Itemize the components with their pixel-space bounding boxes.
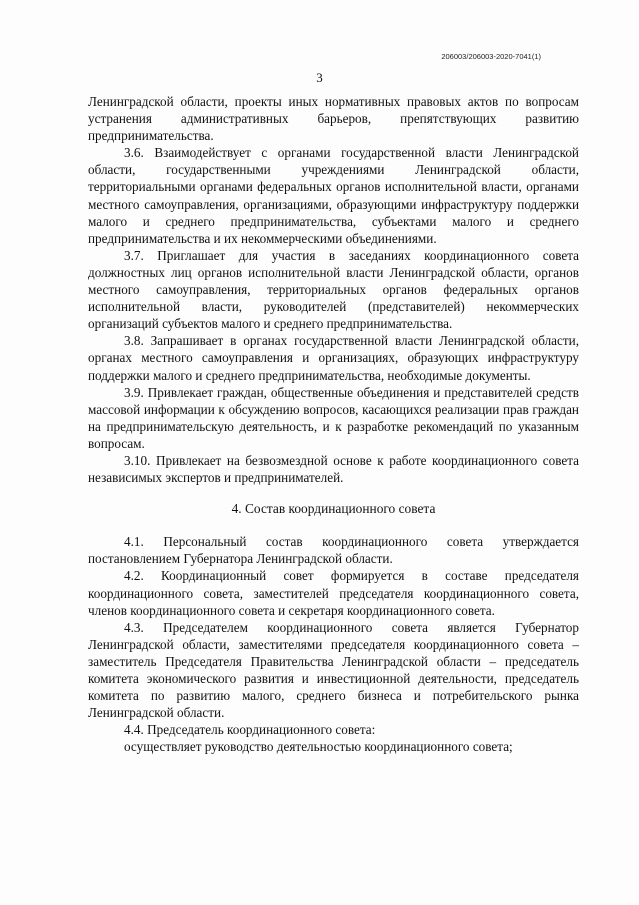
paragraph-4-1: 4.1. Персональный состав координационного совета утверждается постановлением Губернатора Ленинградской области.: [88, 534, 579, 567]
paragraph-3-7: 3.7. Приглашает для участия в заседаниях координационного совета должностных лиц органов исполнительной власти Ленинградской области, органов местного самоуправления, территориальных органов федеральных органов исполнительной власти, руководителей (представителей) некоммерческих организаций субъектов малого и среднего предпринимательства.: [88, 247, 579, 332]
document-id: 206003/206003-2020-7041(1): [441, 52, 541, 61]
paragraph-3-10: 3.10. Привлекает на безвозмездной основе к работе координационного совета независимых экспертов и предпринимателей.: [88, 452, 579, 486]
paragraph-4-4-item: осуществляет руководство деятельностью координационного совета;: [124, 739, 513, 755]
paragraph-continuation: Ленинградской области, проекты иных нормативных правовых актов по вопросам устранения административных барьеров, препятствующих развитию предпринимательства.: [88, 94, 579, 144]
paragraph-3-8: 3.8. Запрашивает в органах государственной власти Ленинградской области, органах местного самоуправления и организациях, образующих инфраструктуру поддержки малого и среднего предпринимательства, необходимые документы.: [88, 333, 579, 383]
page-number: 3: [316, 70, 323, 85]
paragraph-4-2: 4.2. Координационный совет формируется в составе председателя координационного совета, заместителей председателя координационного совета, членов координационного совета и секретаря координационного совета.: [88, 568, 579, 618]
document-body: [88, 93, 579, 755]
section-4-title: 4. Состав координационного совета: [231, 501, 436, 517]
paragraph-3-6: 3.6. Взаимодействует с органами государственной власти Ленинградской области, государственными учреждениями Ленинградской области, территориальными органами федеральных органов исполнительной власти, органами местного самоуправления, организациями, образующими инфраструктуру поддержки малого и среднего предпринимательства, субъектами малого и среднего предпринимательства и их некоммерческими объединениями.: [88, 145, 579, 246]
paragraph-4-3: 4.3. Председателем координационного совета является Губернатор Ленинградской области, заместителями председателя координационного совета – заместитель Председателя Правительства Ленинградской области – председатель комитета экономического развития и инвестиционной деятельности, председатель комитета по развитию малого, среднего бизнеса и потребительского рынка Ленинградской области.: [88, 619, 579, 721]
paragraph-3-9: 3.9. Привлекает граждан, общественные объединения и представителей средств массовой информации к обсуждению вопросов, касающихся реализации прав граждан на предпринимательскую деятельность, и к разработке рекомендаций по указанным вопросам.: [88, 384, 579, 451]
paragraph-4-4: 4.4. Председатель координационного совета:: [124, 722, 376, 738]
